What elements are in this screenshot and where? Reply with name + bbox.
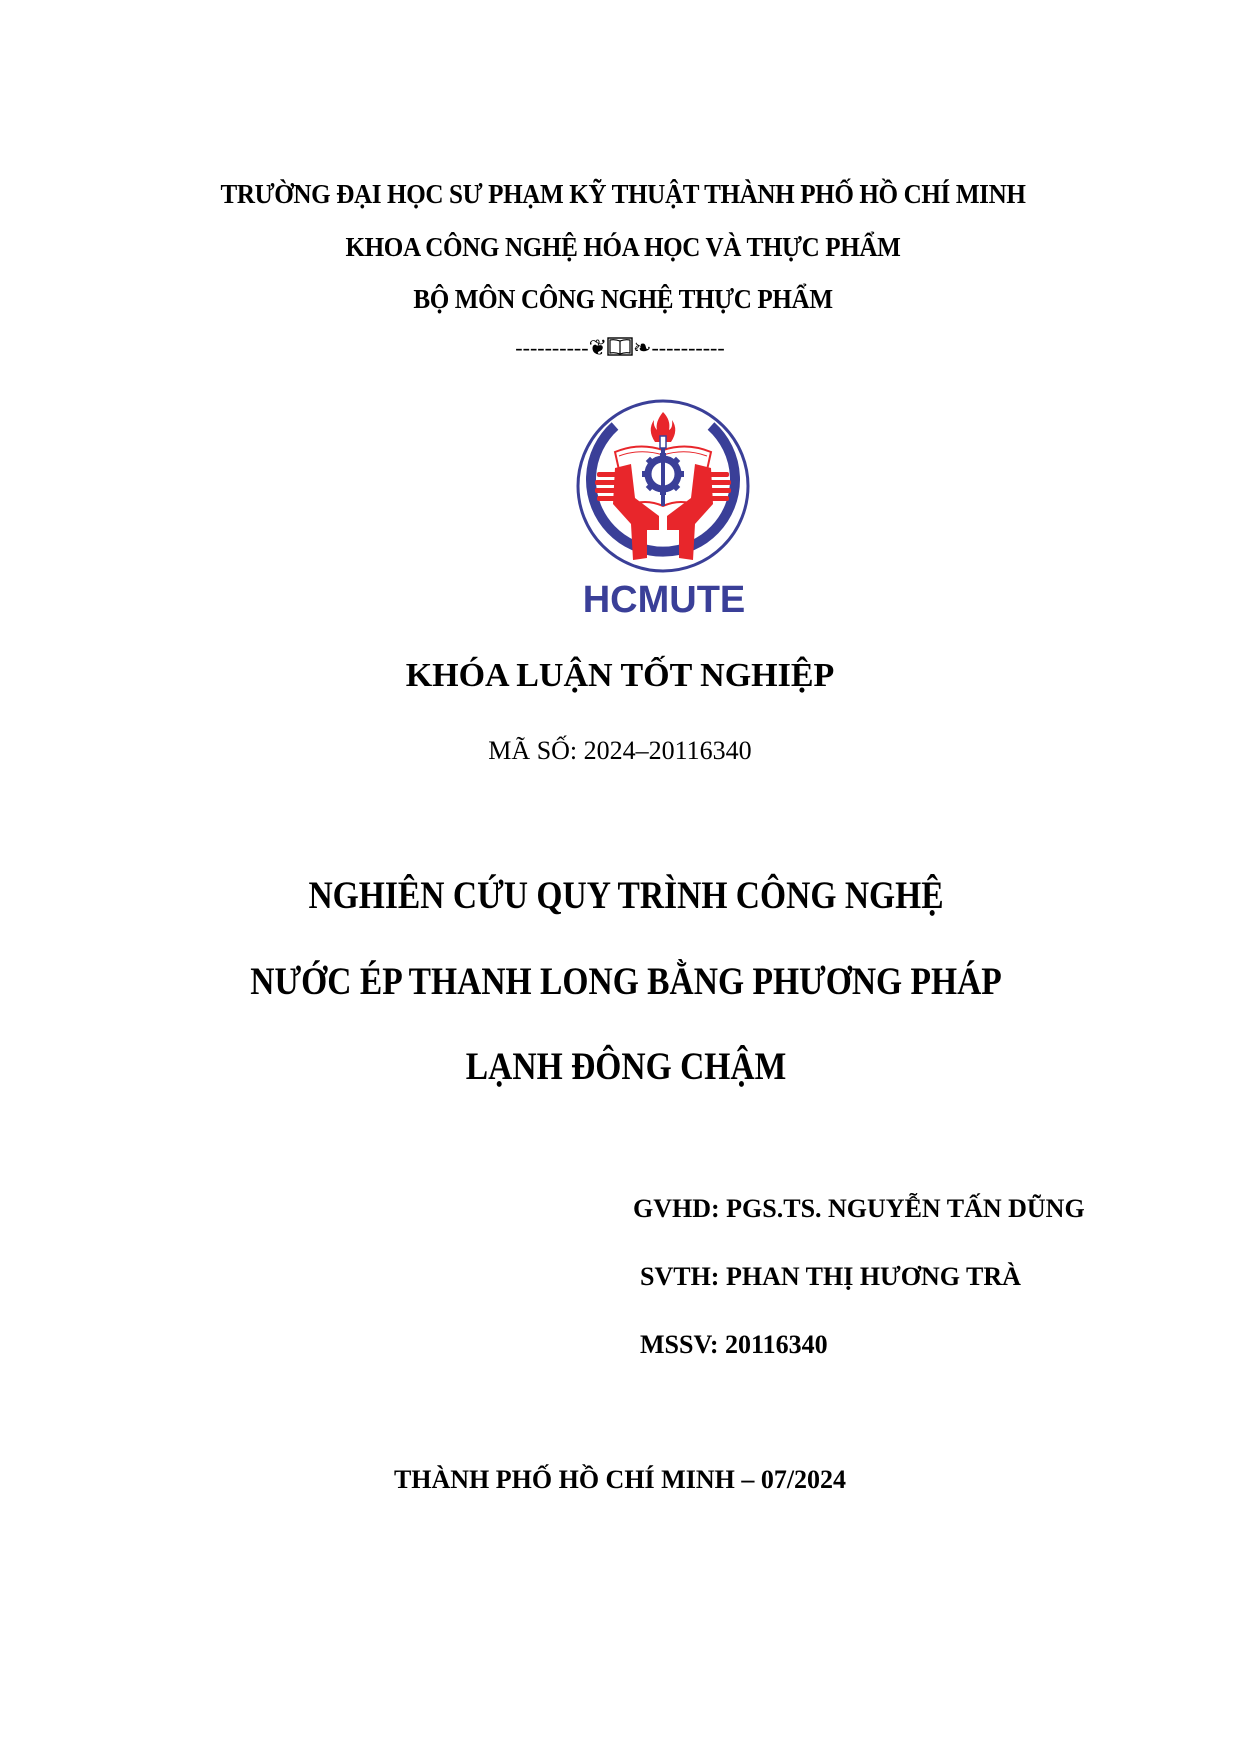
right-dashes: ---------- (651, 335, 725, 360)
department-name: BỘ MÔN CÔNG NGHỆ THỰC PHẨM (413, 284, 833, 314)
student-name: SVTH: PHAN THỊ HƯƠNG TRÀ (640, 1262, 1021, 1291)
hcmute-emblem-icon (575, 398, 753, 620)
thesis-title-line-1: NGHIÊN CỨU QUY TRÌNH CÔNG NGHỆ (308, 874, 944, 917)
right-flourish-icon: ❧ (633, 335, 652, 360)
left-flourish-icon: ❦ (588, 335, 607, 360)
thesis-title-line-2: NƯỚC ÉP THANH LONG BẰNG PHƯƠNG PHÁP (250, 960, 1002, 1003)
hcmute-logo (575, 398, 753, 620)
left-dashes: ---------- (515, 335, 589, 360)
place-and-date: THÀNH PHỐ HỒ CHÍ MINH – 07/2024 (393, 1465, 847, 1494)
thesis-type: KHÓA LUẬN TỐT NGHIỆP (405, 657, 835, 694)
student-id: MSSV: 20116340 (640, 1330, 828, 1359)
advisor: GVHD: PGS.TS. NGUYỄN TẤN DŨNG (633, 1194, 1085, 1223)
ornament-divider (0, 337, 1240, 361)
thesis-code: MÃ SỐ: 2024–20116340 (488, 736, 752, 765)
university-name: TRƯỜNG ĐẠI HỌC SƯ PHẠM KỸ THUẬT THÀNH PHỐ HỒ CHÍ MINH (220, 179, 1026, 209)
logo-text: HCMUTE (582, 579, 746, 620)
thesis-title-line-3: LẠNH ĐÔNG CHẬM (465, 1045, 787, 1088)
book-icon (607, 337, 633, 361)
faculty-name: KHOA CÔNG NGHỆ HÓA HỌC VÀ THỰC PHẨM (345, 232, 901, 262)
